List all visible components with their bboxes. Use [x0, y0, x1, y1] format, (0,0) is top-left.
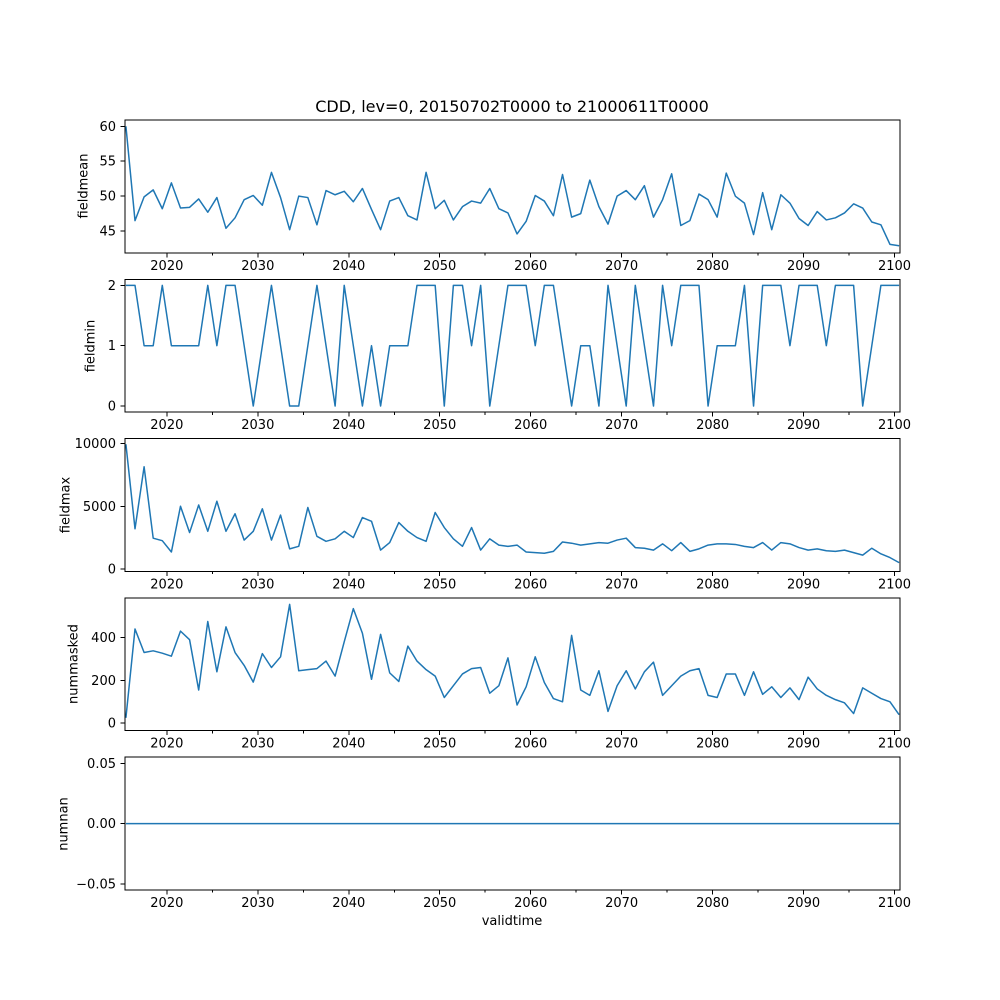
x-tick-label: 2020: [150, 736, 184, 752]
plot-border-fieldmean: [125, 120, 900, 253]
x-tick-label: 2070: [605, 896, 639, 911]
y-axis-label-fieldmean: fieldmean: [76, 153, 92, 219]
x-tick-label: 2070: [605, 577, 639, 593]
x-tick-label: 2080: [696, 258, 730, 274]
x-tick-label: 2060: [514, 258, 548, 274]
x-tick-label: 2030: [241, 896, 275, 911]
x-tick-label: 2050: [423, 736, 457, 752]
y-axis-label-nummasked: nummasked: [66, 624, 82, 704]
x-tick-label: 2090: [787, 418, 821, 434]
y-tick-label: 200: [91, 673, 116, 689]
y-tick-label: 55: [99, 154, 116, 170]
y-tick-label: 0: [107, 716, 116, 732]
y-tick-label: 2: [107, 278, 116, 294]
line-fieldmean: [126, 126, 899, 245]
x-tick-label: 2020: [150, 896, 184, 911]
line-fieldmax: [126, 444, 899, 562]
y-tick-label: 0: [107, 399, 116, 415]
x-tick-label: 2020: [150, 258, 184, 274]
chart-title: CDD, lev=0, 20150702T0000 to 21000611T0000: [315, 97, 709, 116]
x-tick-label: 2090: [787, 896, 821, 911]
x-tick-label: 2070: [605, 736, 639, 752]
x-tick-label: 2030: [241, 258, 275, 274]
x-tick-label: 2040: [332, 577, 366, 593]
x-tick-label: 2050: [423, 418, 457, 434]
x-tick-label: 2060: [514, 736, 548, 752]
x-tick-label: 2100: [877, 736, 912, 752]
y-tick-label: 400: [91, 631, 116, 647]
line-nummasked: [126, 604, 899, 717]
plot-border-fieldmax: [125, 439, 900, 572]
x-tick-label: 2100: [877, 896, 912, 911]
y-tick-label: 10000: [74, 437, 116, 453]
x-tick-label: 2040: [332, 258, 366, 274]
x-tick-label: 2100: [877, 258, 912, 274]
x-tick-label: 2050: [423, 577, 457, 593]
y-tick-label: 45: [99, 224, 116, 240]
x-tick-label: 2090: [787, 577, 821, 593]
x-tick-label: 2080: [696, 418, 730, 434]
x-tick-label: 2100: [877, 577, 912, 593]
x-tick-label: 2070: [605, 418, 639, 434]
x-tick-label: 2020: [150, 418, 184, 434]
y-axis-label-fieldmax: fieldmax: [58, 476, 74, 534]
y-tick-label: 1: [107, 339, 116, 355]
x-tick-label: 2030: [241, 418, 275, 434]
y-tick-label: 0: [107, 562, 116, 578]
x-tick-label: 2060: [514, 896, 548, 911]
y-axis-label-fieldmin: fieldmin: [83, 319, 99, 373]
x-tick-label: 2040: [332, 896, 366, 911]
x-tick-label: 2020: [150, 577, 184, 593]
y-tick-label: 0.05: [87, 756, 116, 772]
y-tick-label: 5000: [82, 499, 116, 515]
x-tick-label: 2100: [877, 418, 912, 434]
x-tick-label: 2090: [787, 258, 821, 274]
x-axis-label: validtime: [481, 914, 543, 929]
y-tick-label: −0.05: [76, 877, 116, 893]
plot-border-nummasked: [125, 598, 900, 731]
x-tick-label: 2030: [241, 577, 275, 593]
x-tick-label: 2040: [332, 418, 366, 434]
y-tick-label: 0.00: [87, 817, 116, 833]
x-tick-label: 2050: [423, 258, 457, 274]
x-tick-label: 2040: [332, 736, 366, 752]
x-tick-label: 2080: [696, 736, 730, 752]
x-tick-label: 2080: [696, 577, 730, 593]
x-tick-label: 2080: [696, 896, 730, 911]
x-tick-label: 2030: [241, 736, 275, 752]
y-tick-label: 60: [99, 119, 116, 135]
y-tick-label: 50: [99, 189, 116, 205]
x-tick-label: 2060: [514, 418, 548, 434]
x-tick-label: 2060: [514, 577, 548, 593]
line-fieldmin: [126, 285, 899, 406]
x-tick-label: 2050: [423, 896, 457, 911]
plot-border-fieldmin: [125, 279, 900, 412]
x-tick-label: 2090: [787, 736, 821, 752]
x-tick-label: 2070: [605, 258, 639, 274]
y-axis-label-numnan: numnan: [56, 797, 72, 851]
